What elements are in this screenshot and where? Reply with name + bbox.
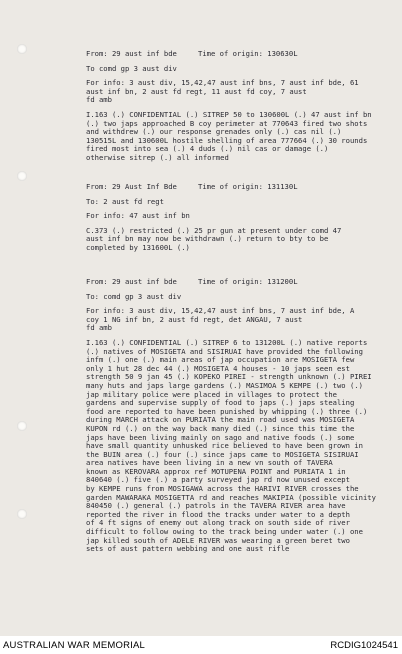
punch-hole: [17, 44, 27, 54]
message-to: To: comd gp 3 aust div: [86, 291, 182, 301]
message-3: [86, 278, 392, 554]
footer-institution: AUSTRALIAN WAR MEMORIAL: [3, 640, 146, 651]
message-from: From: 29 aust inf bde: [86, 49, 177, 58]
message-2: [86, 183, 392, 253]
message-to: To comd gp 3 aust div: [86, 63, 177, 73]
message-time-of-origin: Time of origin: 131130L: [198, 182, 298, 191]
punch-hole: [17, 171, 27, 181]
message-to: To: 2 aust fd regt: [86, 196, 164, 206]
message-info: For info: 3 aust div, 15,42,47 aust inf bns, 7 aust inf bde, 61 aust inf bn, 2 aust fd regt, 11 aust fd coy, 7 aust fd amb: [86, 78, 359, 105]
message-body: I.163 (.) CONFIDENTIAL (.) SITREP 6 to 131200L (.) native reports (.) natives of MOSIGETA and SISIRUAI have provided the following infm (.) one (.) main areas of jap occupation are MOSIGETA few only 1 hut 28 dec 44 (.) MOSIGETA 4 houses - 10 japs seen est strength 50 9 jan 45 (.) KOPEKO PIREI - strength unknown (.) PIREI many huts and japs large gardens (.) MASIMOA 5 KEMPE (.) two (.) jap military police were placed in villages to protect the gardens and supervise supply of food to japs (.) japs stealing food are reported to have been punished by whipping (.) three (.) during MARCH attack on PURIATA the main road used was MOSIGETA KUPON rd (.) on the way back many died (.) since this time the japs have been living mainly on sago and native foods (.) some have small quantity unhusked rice believed to have been grown in the BUIN area (.) four (.) since japs came to MOSIGETA SISIRUAI area natives have been living in a new vn south of TAVERA known as KEROVARA approx ref MOTUPENA POINT and PURIATA 1 in 840640 (.) five (.) a party surveyed jap rd now unused except by KEMPE runs from MOSIGAWA across the HARIVI RIVER crosses the garden MAWARAKA MOSIGETTA rd and reaches MAKIPIA (possible vicinity 840450 (.) general (.) patrols in the TAVERA RIVER area have reported the river in flood the tracks under water to a depth of 4 ft signs of enemy out along track on south side of river difficult to follow owing to the track being under water (.) one jap killed south of ADELE RIVER was wearing a green beret two sets of aust pattern webbing and one aust rifle: [86, 337, 376, 554]
footer-record-id: RCDIG1024541: [330, 640, 398, 651]
message-from: From: 29 aust inf bde: [86, 277, 177, 286]
message-time-of-origin: Time of origin: 130630L: [198, 49, 298, 58]
message-time-of-origin: Time of origin: 131200L: [198, 277, 298, 286]
message-from: From: 29 Aust Inf Bde: [86, 182, 177, 191]
archive-footer: [0, 636, 402, 654]
punch-hole: [17, 509, 27, 519]
punch-hole: [17, 421, 27, 431]
message-info: For info: 3 aust div, 15,42,47 aust inf bns, 7 aust inf bde, A coy 1 NG inf bn, 2 aust fd regt, det ANGAU, 7 aust fd amb: [86, 306, 355, 333]
message-body: I.163 (.) CONFIDENTIAL (.) SITREP 50 to 130600L (.) 47 aust inf bn (.) two japs approached B coy perimeter at 770643 fired two shots and withdrew (.) our response grenades only (.) cas nil (.) 130515L and 130600L hostile shelling of area 777664 (.) 30 rounds fired most into sea (.) 4 duds (.) nil cas or damage (.) otherwise sitrep (.) all informed: [86, 109, 372, 162]
message-body: C.373 (.) restricted (.) 25 pr gun at present under comd 47 aust inf bn may now be withdrawn (.) return to bty to be completed by 131600L (.): [86, 225, 342, 252]
message-info: For info: 47 aust inf bn: [86, 211, 190, 221]
message-1: [86, 50, 392, 163]
